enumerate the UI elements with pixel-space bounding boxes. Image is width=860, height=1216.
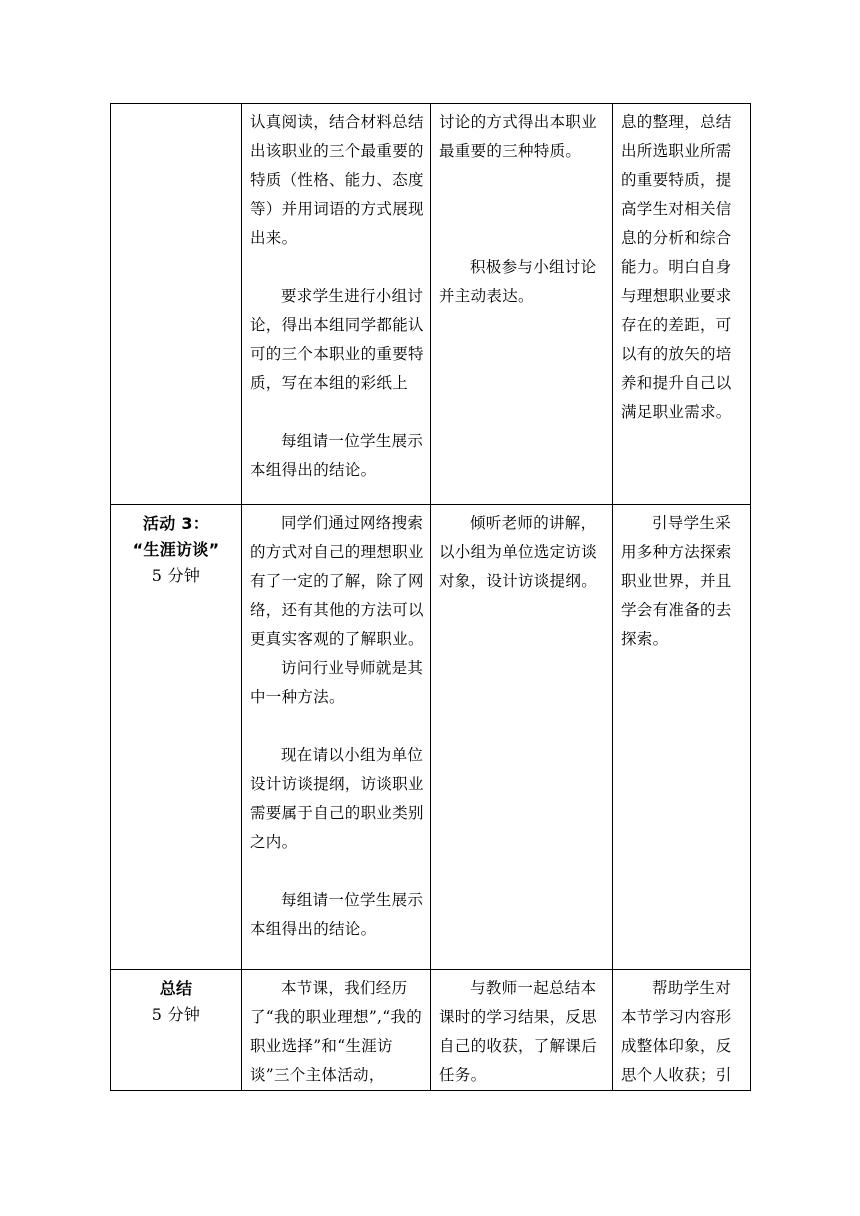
student-activity-cell	[431, 104, 613, 505]
stage-subtitle: “生涯访谈”	[132, 540, 220, 559]
stage-time: 5 分钟	[151, 1005, 201, 1024]
purpose-cell	[613, 970, 751, 1091]
stage-cell	[111, 104, 242, 505]
stage-cell	[111, 505, 242, 970]
purpose-cell	[613, 505, 751, 970]
teacher-paragraph: 现在请以小组为单位设计访谈提纲，访谈职业需要属于自己的职业类别之内。	[250, 746, 424, 851]
purpose-paragraph: 引导学生采用多种方法探索职业世界，并且学会有准备的去探索。	[621, 514, 732, 648]
student-paragraph: 讨论的方式得出本职业最重要的三种特质。	[439, 113, 598, 160]
student-activity-cell	[431, 970, 613, 1091]
teacher-paragraph: 同学们通过网络搜索的方式对自己的理想职业有了一定的了解，除了网络，还有其他的方法可以更真实客观的了解职业。	[250, 514, 424, 648]
stage-title: 总结	[159, 979, 193, 998]
student-paragraph: 与教师一起总结本课时的学习结果，反思自己的收获，了解课后任务。	[439, 979, 598, 1084]
purpose-cell	[613, 104, 751, 505]
teacher-paragraph: 访问行业导师就是其中一种方法。	[250, 659, 424, 706]
teacher-activity-cell	[242, 104, 431, 505]
teacher-activity-cell	[242, 505, 431, 970]
table-row	[111, 104, 751, 505]
stage-time: 5 分钟	[151, 566, 201, 585]
lesson-plan-table	[110, 103, 751, 1091]
teacher-paragraph: 认真阅读，结合材料总结出该职业的三个最重要的特质（性格、能力、态度等）并用词语的方式展现出来。	[250, 113, 424, 247]
teacher-activity-cell	[242, 970, 431, 1091]
table-row	[111, 970, 751, 1091]
stage-title: 活动 3：	[142, 514, 210, 533]
student-activity-cell	[431, 505, 613, 970]
teacher-paragraph: 每组请一位学生展示本组得出的结论。	[250, 891, 424, 938]
teacher-paragraph: 每组请一位学生展示本组得出的结论。	[250, 432, 424, 479]
student-paragraph: 积极参与小组讨论并主动表达。	[439, 258, 597, 305]
stage-cell	[111, 970, 242, 1091]
purpose-paragraph: 息的整理，总结出所选职业所需的重要特质，提高学生对相关信息的分析和综合能力。明白自身与理想职业要求存在的差距，可以有的放矢的培养和提升自己以满足职业需求。	[621, 113, 732, 421]
table-row	[111, 505, 751, 970]
teacher-paragraph: 要求学生进行小组讨论，得出本组同学都能认可的三个本职业的重要特质，写在本组的彩纸上	[250, 287, 424, 392]
student-paragraph: 倾听老师的讲解，以小组为单位选定访谈对象，设计访谈提纲。	[439, 514, 598, 590]
teacher-paragraph: 本节课，我们经历了“我的职业理想”,“我的职业选择”和“生涯访谈”三个主体活动，	[250, 979, 423, 1084]
purpose-paragraph: 帮助学生对本节学习内容形成整体印象，反思个人收获；引	[621, 979, 732, 1084]
